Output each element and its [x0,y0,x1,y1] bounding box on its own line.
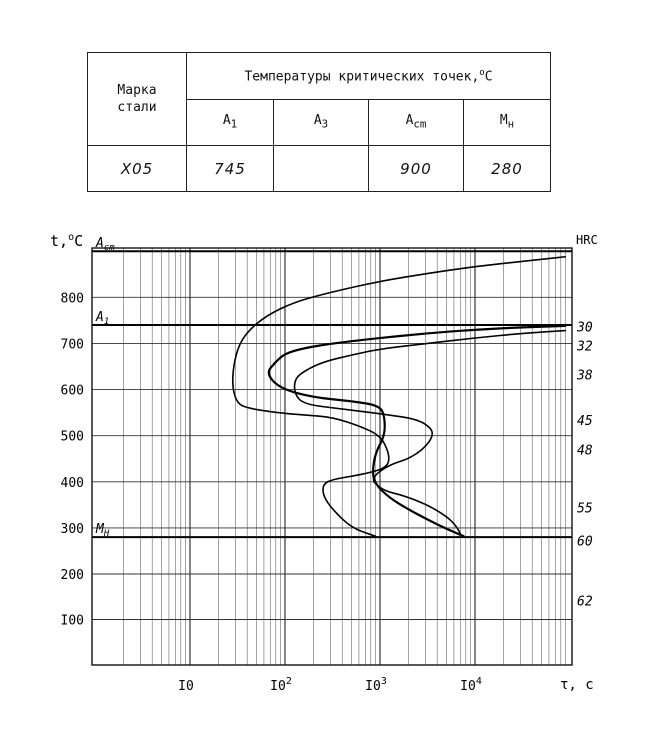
a1-value-cell: 745 [187,146,274,192]
hrc-value-label: 48 [577,443,593,459]
column-header-a3: $A_3$ [274,99,369,146]
column-header-mn: $M_н$ [464,99,551,146]
critical-line-label: $A_{cm}$ [96,236,115,254]
hrc-value-label: 32 [577,339,593,355]
x-tick-label: $I0^3$ [365,676,387,694]
critical-temperature-lines [92,236,572,539]
y-tick-label: 800 [60,291,84,307]
y-tick-label: 600 [60,383,84,399]
y-axis-label: t,$^o$C [50,232,84,250]
acm-value-cell: 900 [369,146,464,192]
hrc-value-label: 30 [577,320,593,336]
column-header-a1: $A_1$ [187,99,274,146]
y-tick-label: 500 [60,429,84,445]
y-tick-label: I00 [60,613,84,629]
steel-grade-header: Марка стали [88,53,187,146]
hrc-value-label: 55 [577,501,593,517]
critical-line-label: $M_H$ [96,522,110,540]
critical-line-label: $A_1$ [96,310,110,328]
transformation-curves [233,257,566,536]
curve-inner-end-curve [295,331,566,537]
critical-temperatures-header: Температуры критических точек,$^о$С [187,53,551,100]
steel-grade-cell: Х05 [88,146,187,192]
x-tick-label: $I0^2$ [270,676,292,694]
y-tick-label: 700 [60,337,84,353]
hrc-value-label: 38 [577,368,593,384]
x-axis-label: τ, с [560,677,594,693]
major-grid [92,248,572,665]
x-tick-label: $I0^4$ [460,676,482,694]
hrc-value-label: 62 [577,594,593,610]
hrc-value-label: 60 [577,534,593,550]
y-tick-label: 400 [60,475,84,491]
y-tick-label: 300 [60,521,84,537]
hrc-value-label: 45 [577,413,593,429]
y-tick-label: 200 [60,568,84,583]
hrc-axis-label: HRC [576,233,598,247]
column-header-acm: $A_{cm}$ [369,99,464,146]
x-tick-label: I0 [178,679,194,694]
mn-value-cell: 280 [464,146,551,192]
plot-frame [92,248,572,665]
